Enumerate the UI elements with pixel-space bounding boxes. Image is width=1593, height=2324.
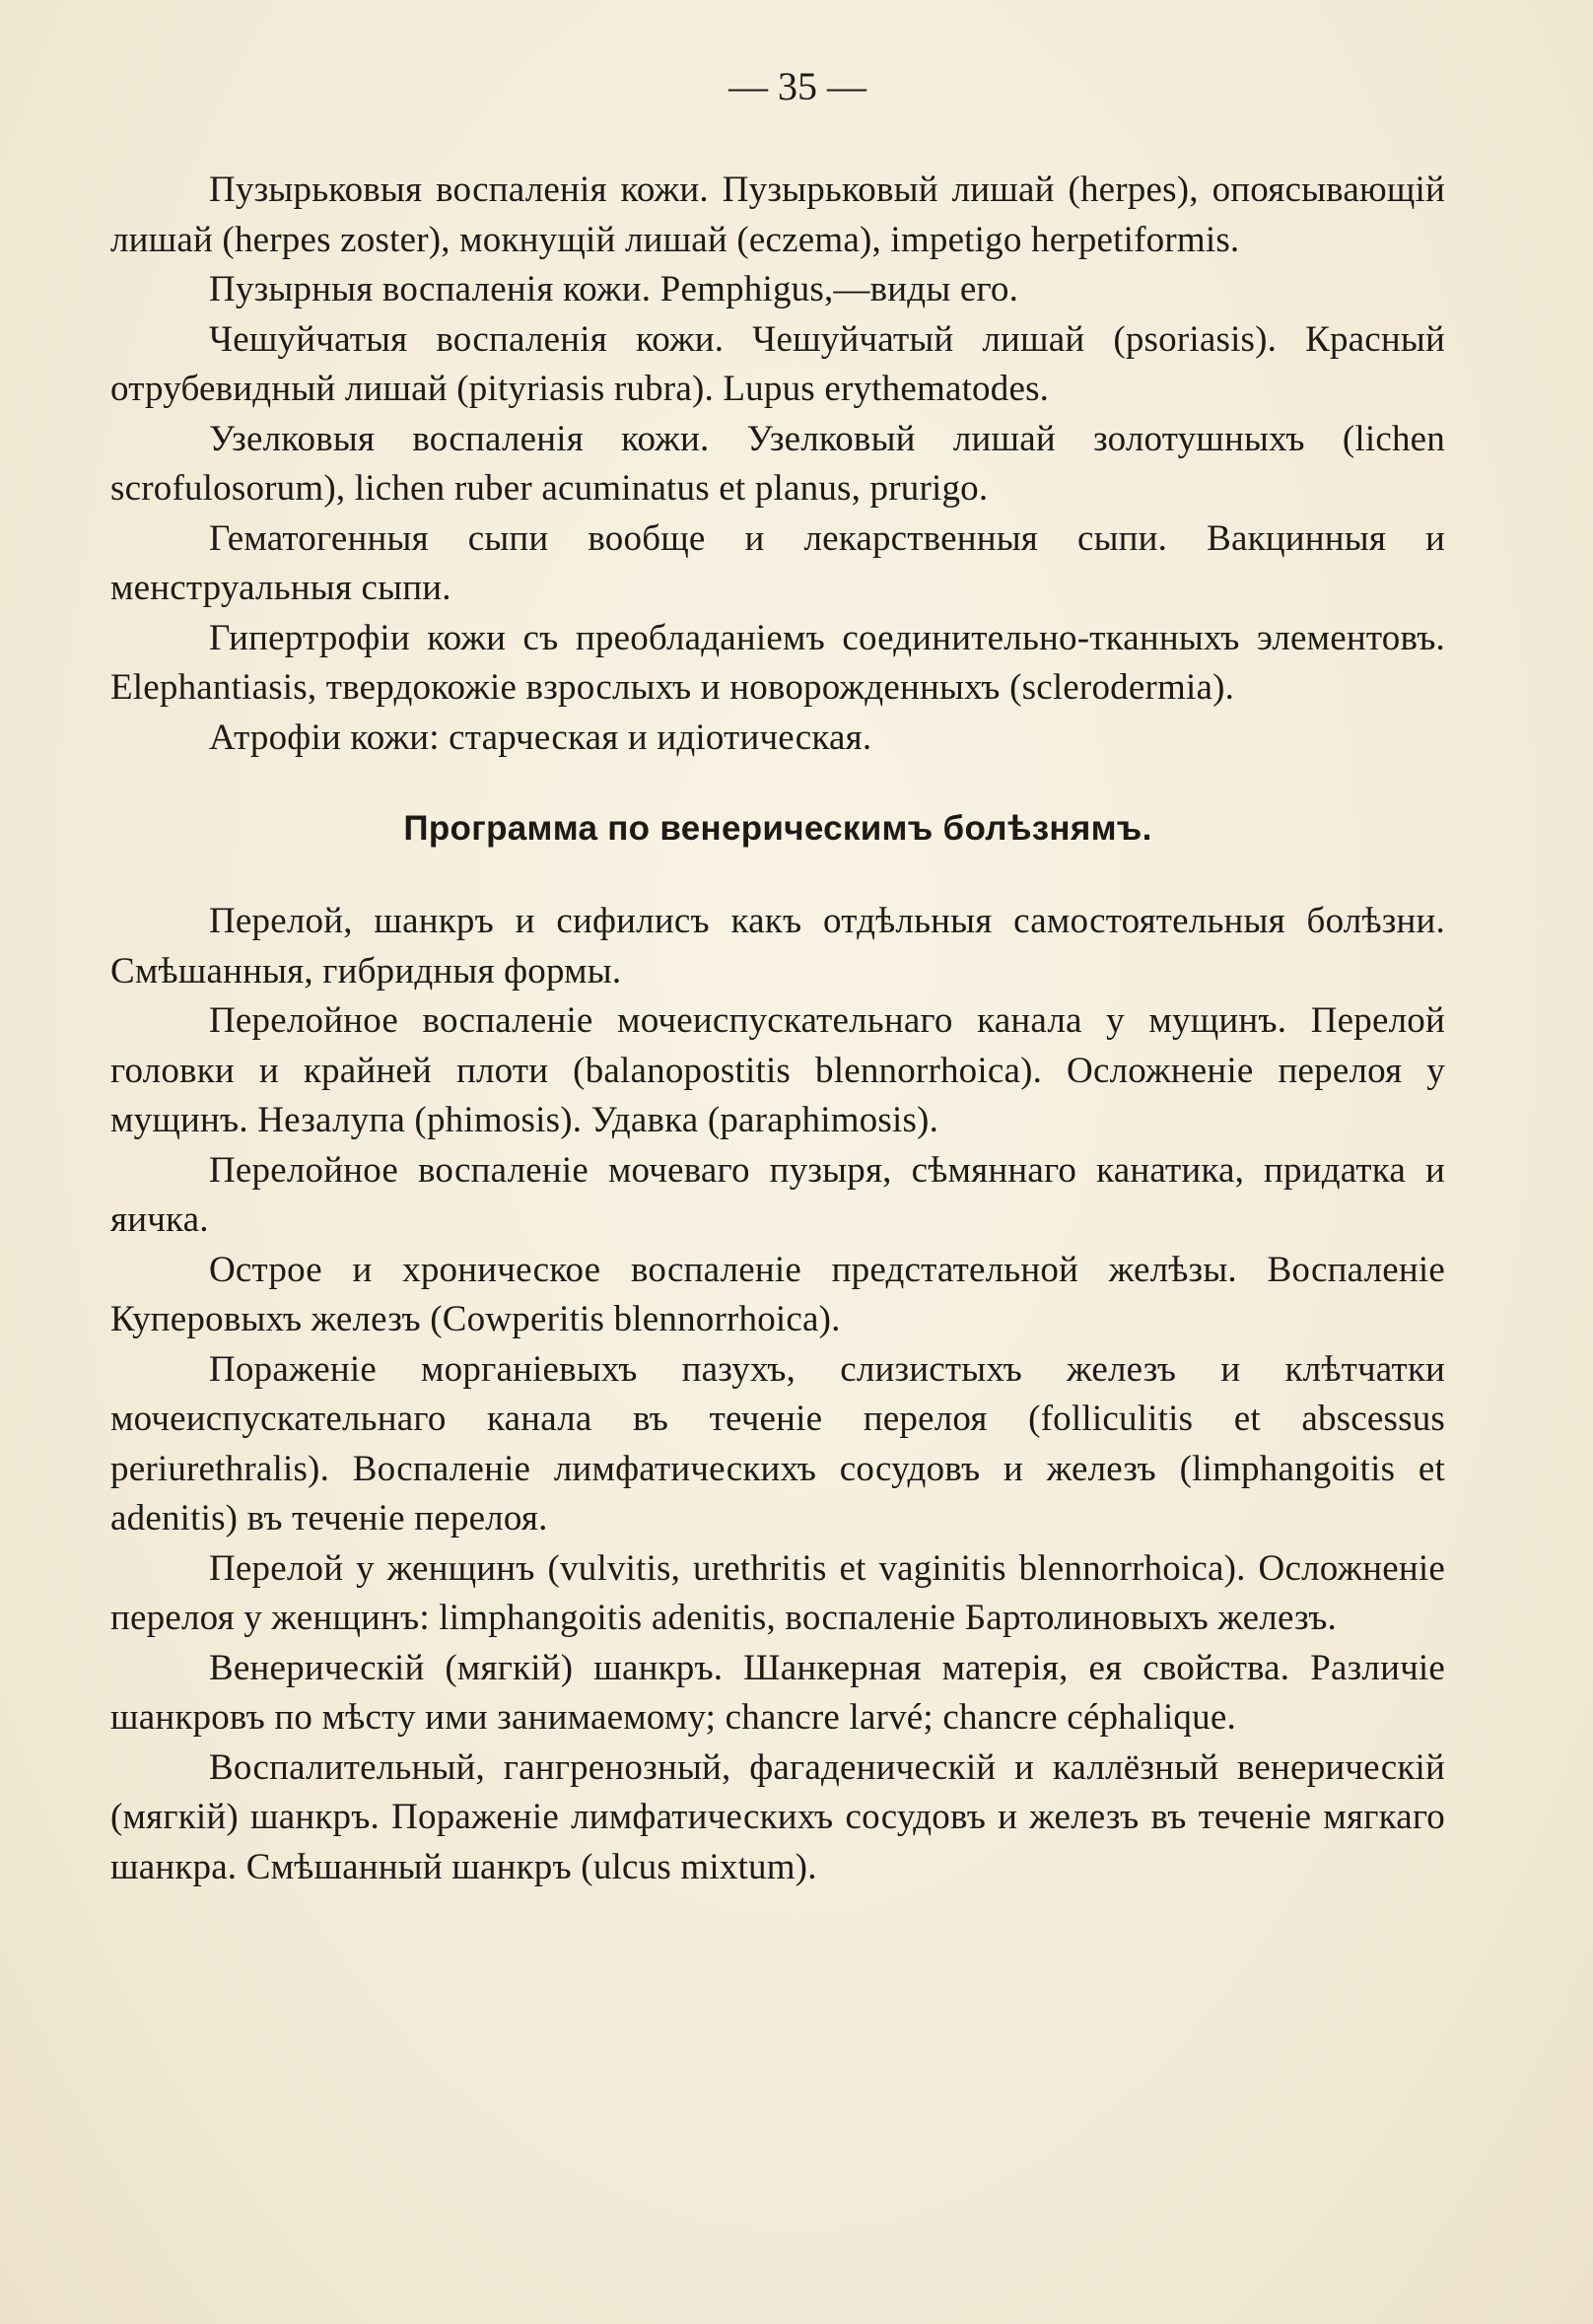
paragraph: Пузырныя воспаленія кожи. Pemphigus,—виды его.: [209, 269, 1019, 309]
paragraph: Перелойное воспаленіе мочеиспускательнаго канала у мущинъ. Перелой головки и крайней плоти (balanopostitis blennorrhoica). Осложненіе перелоя у мущинъ. Незалупа (phimosis). Удавка (paraphimosis).: [110, 1000, 1445, 1140]
paragraph: Атрофіи кожи: старческая и идіотическая.: [209, 717, 872, 758]
paragraph: Гипертрофіи кожи съ преобладаніемъ соединительно-тканныхъ элементовъ. Elephantiasis, твердокожіе взрослыхъ и новорожденныхъ (sclerodermia).: [110, 617, 1445, 708]
paragraph: Узелковыя воспаленія кожи. Узелковый лишай золотушныхъ (lichen scrofulosorum), lichen ruber acuminatus et planus, prurigo.: [110, 418, 1445, 509]
paragraph: Пузырьковыя воспаленія кожи. Пузырьковый лишай (herpes), опоясывающій лишай (herpes zoster), мокнущій лишай (eczema), impetigo herpetiformis.: [110, 170, 1445, 260]
skin-diseases-section: [110, 166, 1445, 763]
paragraph: Гематогенныя сыпи вообще и лекарственныя сыпи. Вакцинныя и менструальныя сыпи.: [110, 517, 1445, 608]
paragraph: Перелой у женщинъ (vulvitis, urethritis et vaginitis blennorrhoica). Осложненіе перелоя у женщинъ: limphangoitis adenitis, воспаленіе Бартолиновыхъ железъ.: [110, 1547, 1445, 1638]
section-heading: Программа по венерическимъ болѣзнямъ.: [403, 809, 1152, 848]
paragraph: Венерическій (мягкій) шанкръ. Шанкерная матерія, ея свойства. Различіе шанкровъ по мѣсту ими занимаемому; chancre larvé; chancre céphalique.: [110, 1647, 1445, 1738]
venereal-diseases-section: [110, 897, 1445, 1892]
paragraph: Пораженіе морганіевыхъ пазухъ, слизистыхъ железъ и клѣтчатки мочеиспускательнаго канала въ теченіе перелоя (folliculitis et abscessus periurethralis). Воспаленіе лимфатическихъ сосудовъ и железъ (limphangoitis et adenitis) въ теченіе перелоя.: [110, 1348, 1445, 1538]
paragraph: Воспалительный, гангренозный, фагаденическій и каллёзный венерическій (мягкій) шанкръ. Пораженіе лимфатическихъ сосудовъ и железъ въ теченіе мягкаго шанкра. Смѣшанный шанкръ (ulcus mixtum).: [110, 1746, 1445, 1887]
paragraph: Перелой, шанкръ и сифилисъ какъ отдѣльныя самостоятельныя болѣзни. Смѣшанныя, гибридныя формы.: [110, 901, 1445, 991]
paragraph: Острое и хроническое воспаленіе предстательной желѣзы. Воспаленіе Куперовыхъ железъ (Cowperitis blennorrhoica).: [110, 1249, 1445, 1339]
paragraph: Чешуйчатыя воспаленія кожи. Чешуйчатый лишай (psoriasis). Красный отрубевидный лишай (pityriasis rubra). Lupus erythematodes.: [110, 318, 1445, 409]
paragraph: Перелойное воспаленіе мочеваго пузыря, сѣмяннаго канатика, придатка и яичка.: [110, 1149, 1445, 1240]
page-number: — 35 —: [728, 64, 866, 108]
